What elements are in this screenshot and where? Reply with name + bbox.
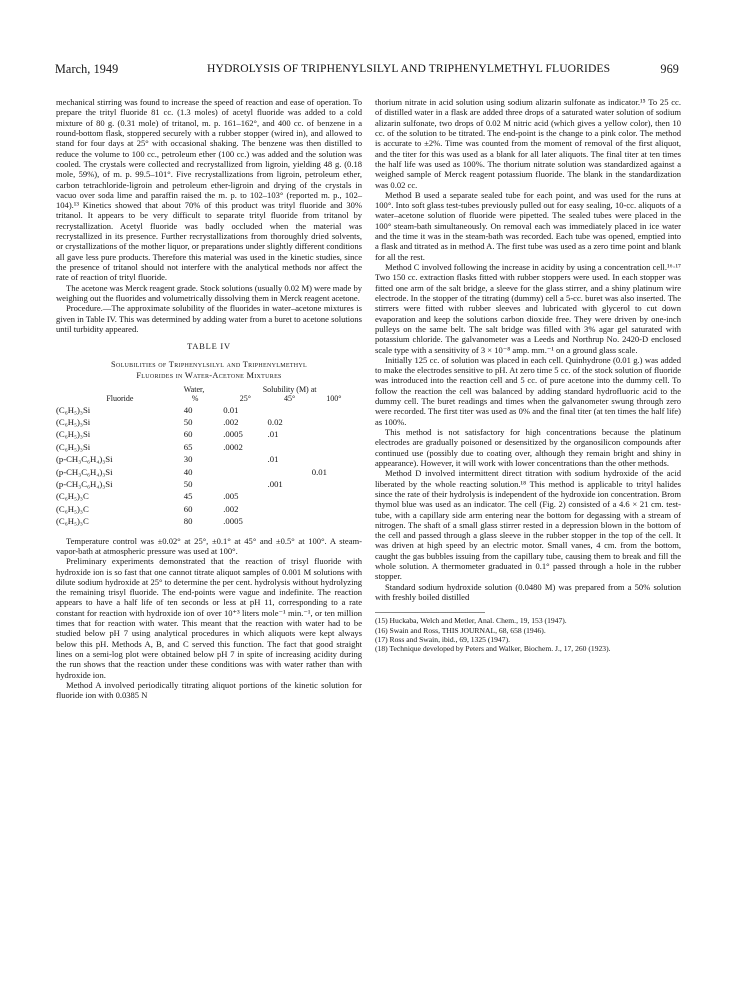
table-row xyxy=(56,490,356,502)
cell-sol-45 xyxy=(268,466,312,478)
table-row xyxy=(56,453,356,465)
cell-water: 50 xyxy=(183,478,193,489)
paragraph: Procedure.—The approximate solubility of the fluorides in water–acetone mixtures is given in Table IV. This was determined by adding water from a buret to acetone solutions until turbidity appeared. xyxy=(56,303,362,334)
cell-sol-45 xyxy=(268,503,312,515)
cell-water: 40 xyxy=(183,404,193,415)
cell-fluoride: (C₆H₅)₃Si xyxy=(56,404,91,415)
cell-fluoride: (C₆H₅)₃C xyxy=(56,491,89,502)
cell-water: 65 xyxy=(183,441,193,452)
cell-sol-100 xyxy=(312,441,356,453)
table-title xyxy=(56,359,362,381)
cell-sol-25 xyxy=(223,453,267,465)
col-header-solubility: Solubility (M) at xyxy=(262,384,317,394)
cell-sol-100 xyxy=(312,515,356,527)
table-row xyxy=(56,478,356,490)
table-label: TABLE IV xyxy=(187,342,231,352)
table-row xyxy=(56,503,356,515)
cell-sol-25: .002 xyxy=(223,416,239,427)
table-row xyxy=(56,416,356,428)
col-header-25: 25° xyxy=(239,394,251,403)
cell-sol-100 xyxy=(312,490,356,502)
cell-sol-25: .0005 xyxy=(223,429,243,440)
paragraph: mechanical stirring was found to increase the speed of reaction and ease of operation. To prepare the trityl fluoride 81 cc. (1.3 moles) of acetyl fluoride was added to a cold mixture of 80 g. (0.31 mole) of tritanol, m. p. 161–162°, and 400 cc. of benzene in a round-bottom flask, stoppered securely with a rubber stopper (wired in), and allowed to stand for four days at 25° with occasional shaking. The benzene was then distilled to reduce the volume to 100 cc., petroleum ether (100 cc.) was added and the solution was cooled. The crystals were collected and recrystallized from ligroin, yielding 48 g. (0.18 mole, 59%), of m. p. 99.5–101°. Five recrystallizations from ligroin, petroleum ether, carbon tetrachloride-ligroin and petroleum ether-ligroin and drying of the crystals in vacuo over soda lime and paraffin raised the m. p. to 102–103° (reported m. p., 102–104).¹³ Kinetics showed that about 70% of this product was trityl fluoride and 30% tritanol. It appears to be very difficult to separate trityl fluoride from tritanol by recrystallization. Acetyl fluoride was badly occluded when the material was recrystallized in its presence. Further recrystallizations from thoroughly dried solvents, or crystallizations of the mother liquor, or preparations under slightly different conditions all gave less pure products. Therefore this material was used in the kinetic studies, since the presence of tritanol should not interfere with the analytical methods nor affect the rate of reaction of trityl fluoride. xyxy=(56,97,362,283)
table-row xyxy=(56,515,356,527)
cell-sol-100 xyxy=(312,453,356,465)
cell-sol-45: .01 xyxy=(267,454,279,465)
cell-water: 50 xyxy=(183,416,193,427)
table-row xyxy=(56,428,356,440)
cell-sol-100: 0.01 xyxy=(311,466,327,477)
paragraph: Standard sodium hydroxide solution (0.0480 M) was prepared from a 50% solution with freshly boiled distilled xyxy=(375,581,681,602)
header-date: March, 1949 xyxy=(55,62,119,76)
page-number: 969 xyxy=(660,62,679,76)
table-iv xyxy=(56,342,362,527)
right-column xyxy=(375,97,681,654)
cell-water: 80 xyxy=(183,516,193,527)
footnote: (15) Huckaba, Welch and Metler, Anal. Chem., 19, 153 (1947). xyxy=(375,616,567,626)
cell-sol-45 xyxy=(268,515,312,527)
col-header-water-unit: % xyxy=(191,394,199,403)
paragraph: The acetone was Merck reagent grade. Stock solutions (usually 0.02 M) were made by weighing out the fluorides and volumetrically dissolving them in Merck reagent acetone. xyxy=(56,282,362,303)
cell-sol-100 xyxy=(312,416,356,428)
cell-sol-25: .0005 xyxy=(223,516,243,527)
table-title-line: Fluorides in Water-Acetone Mixtures xyxy=(136,370,282,380)
footnote: (17) Ross and Swain, ibid., 69, 1325 (1947). xyxy=(375,634,510,644)
solubility-table xyxy=(56,385,356,528)
col-header-100: 100° xyxy=(326,394,342,403)
cell-sol-100 xyxy=(312,404,356,416)
table-row xyxy=(56,466,356,478)
cell-sol-25: .0002 xyxy=(223,441,243,452)
cell-sol-100 xyxy=(312,478,356,490)
paragraph: Method C involved following the increase in acidity by using a concentration cell.¹⁶·¹⁷ Two 150 cc. extraction flasks fitted with rubber stoppers were used. In each stopper was fitted one arm of the salt bridge, a sleeve for the glass stirrer, and a shiny platinum wire electrode. In the stopper of the titrating (dummy) cell a 5-cc. buret was also inserted. The stirrers were fitted with rubber sleeves and lubricated with glycerol to cut down evaporation and keep the solutions carbon dioxide free. They were driven by one-inch pulleys on the same belt. The salt bridge was filled with 3% agar gel saturated with potassium chloride. The galvanometer was a Leeds and Northrup No. 2420-D enclosed scale type with a sensitivity of 3 × 10⁻⁸ amp. mm.⁻¹ on a ground glass scale. xyxy=(375,262,681,355)
paragraph: thorium nitrate in acid solution using sodium alizarin sulfonate as indicator.¹⁵ To 25 cc. of distilled water in a flask are added three drops of a saturated water solution of sodium alizarin sulfonate, two drops of 0.02 M nitric acid (which gives a yellow color), then 10 cc. of the solution to be titrated. The end-point is the change to a pink color. The method is accurate to ±2%. Time was counted from the moment of removal of the first aliquot, and the titer for this was used as a blank for all later aliquots. The final titer at ten times the half life was used as 100%. The thorium nitrate solution was standardized against a weighed sample of Merck reagent potassium fluoride. The blank in the standardization was 0.02 cc. xyxy=(375,97,681,190)
left-column xyxy=(56,97,362,701)
footnote: (16) Swain and Ross, THIS JOURNAL, 68, 658 (1946). xyxy=(375,625,546,635)
footnote-rule xyxy=(375,612,485,613)
cell-sol-45 xyxy=(268,441,312,453)
col-header-fluoride: Fluoride xyxy=(106,394,134,403)
paragraph: Preliminary experiments demonstrated that the reaction of trisyl fluoride with hydroxide ion is so fast that one cannot titrate aliquot samples of 0.001 M solutions with dilute sodium hydroxide at 25° to determine the per cent. hydrolysis without hydrolyzing the remaining trisyl fluoride. The end-points were vague and indefinite. The reaction appears to have a half life of ten seconds or less at pH 11, corresponding to a rate constant for reaction with hydroxide ion of over 10⁺³ liters mole⁻¹ min.⁻¹, or ten million times that for reaction with water. This meant that the reaction with water had to be studied below pH 7 using analytical procedures in which aliquots were kept always below this pH. Methods A, B, and C served this function. The fact that good straight lines on a semi-log plot were obtained below pH 7 in spite of increasing acidity during the run shows that the reaction under these conditions was with water rather than with hydroxide ion. xyxy=(56,556,362,680)
cell-sol-25 xyxy=(223,478,267,490)
paragraph: This method is not satisfactory for high concentrations because the platinum electrodes are gradually poisoned or desensitized by the organosilicon compounds after continued use (possibly due to coating over, although they remain bright and shiny in appearance). However, it will work with lower concentrations than the other methods. xyxy=(375,427,681,468)
cell-water: 40 xyxy=(183,466,193,477)
footnote: (18) Technique developed by Peters and Walker, Biochem. J., 17, 260 (1923). xyxy=(375,644,611,654)
paragraph: Temperature control was ±0.02° at 25°, ±0.1° at 45° and ±0.5° at 100°. A steam-vapor-bath at atmospheric pressure was used at 100°. xyxy=(56,535,362,556)
paragraph: Method A involved periodically titrating aliquot portions of the kinetic solution for fluoride ion with 0.0385 N xyxy=(56,679,362,701)
cell-sol-100 xyxy=(312,503,356,515)
cell-sol-45 xyxy=(268,490,312,502)
col-header-45: 45° xyxy=(284,394,296,403)
cell-sol-25 xyxy=(223,466,267,478)
cell-water: 45 xyxy=(183,491,193,502)
cell-fluoride: (C₆H₅)₃Si xyxy=(56,429,91,440)
cell-sol-25: .005 xyxy=(223,491,239,502)
paragraph: Method B used a separate sealed tube for each point, and was used for the runs at 100°. Into soft glass test-tubes previously pulled out for easy sealing, 10-cc. aliquots of a water–acetone solution of fluoride were pipetted. The sealed tubes were placed in the 100° steam-bath simultaneously. On removal each was immediately placed in ice water and the time it was in the steam-bath was recorded. Each tube was opened, emptied into a flask and titrated as in method A. The first tube was used as a zero time point and blank for all the rest. xyxy=(375,189,681,262)
cell-sol-45: .01 xyxy=(267,429,279,440)
table-row xyxy=(56,441,356,453)
table-title-line: Solubilities of Triphenylsilyl and Triphenylmethyl xyxy=(110,359,307,369)
table-row xyxy=(56,404,356,416)
cell-sol-100 xyxy=(312,428,356,440)
footnotes xyxy=(375,616,681,653)
cell-sol-45: .001 xyxy=(267,478,283,489)
cell-fluoride: (p-CH₃C₆H₄)₃Si xyxy=(56,454,113,465)
cell-sol-25: .002 xyxy=(223,503,239,514)
cell-sol-25: 0.01 xyxy=(223,404,239,415)
cell-water: 30 xyxy=(183,454,193,465)
cell-fluoride: (C₆H₅)₃C xyxy=(56,503,89,514)
paragraph: Initially 125 cc. of solution was placed in each cell. Quinhydrone (0.01 g.) was added to make the electrodes sensitive to pH. At zero time 5 cc. of the stock solution of fluoride was introduced into the reaction cell and 5 cc. of pure acetone into the dummy cell. To follow the reaction the cell was balanced by adding standard hydrofluoric acid to the dummy cell. The buret readings and times when the galvanometer swung through zero were recorded. The first titer was used as 0% and the final titer (at ten times the half life) as 100%. xyxy=(375,354,681,427)
cell-fluoride: (p-CH₃C₆H₄)₃Si xyxy=(56,478,113,489)
cell-fluoride: (C₆H₅)₃Si xyxy=(56,416,91,427)
col-header-water: Water, xyxy=(183,384,205,394)
cell-fluoride: (p-CH₃C₆H₄)₃Si xyxy=(56,466,113,477)
paragraph: Method D involved intermittent direct titration with sodium hydroxide of the acid liberated by the whole reacting solution.¹⁸ This method is applicable to trityl halides since the rate of their hydrolysis is independent of the hydroxide ion concentration. Brom thymol blue was used as an indicator. The cell (Fig. 2) consisted of a 4.6 × 21 cm. test-tube, with a capillary side arm entering near the bottom for degassing with a stream of nitrogen. The shaft of a small glass stirrer rested in a depression blown in the bottom of the cell and passed through a glass sleeve in the rubber stopper in the top of the cell. It was driven at high speed by an electric motor. Small vanes, 4 cm. from the bottom, caught the gas bubbles issuing from the capillary tube, causing them to break and fill the whole solution. A thermometer graduated in 0.1° passed through a hole in the rubber stopper. xyxy=(375,468,681,582)
cell-fluoride: (C₆H₅)₃C xyxy=(56,516,89,527)
cell-sol-45 xyxy=(268,404,312,416)
cell-sol-45: 0.02 xyxy=(267,416,283,427)
running-header xyxy=(55,62,679,78)
cell-fluoride: (C₆H₅)₃Si xyxy=(56,441,91,452)
cell-water: 60 xyxy=(183,503,193,514)
cell-water: 60 xyxy=(183,429,193,440)
header-title: HYDROLYSIS OF TRIPHENYLSILYL AND TRIPHENYLMETHYL FLUORIDES xyxy=(207,62,611,75)
